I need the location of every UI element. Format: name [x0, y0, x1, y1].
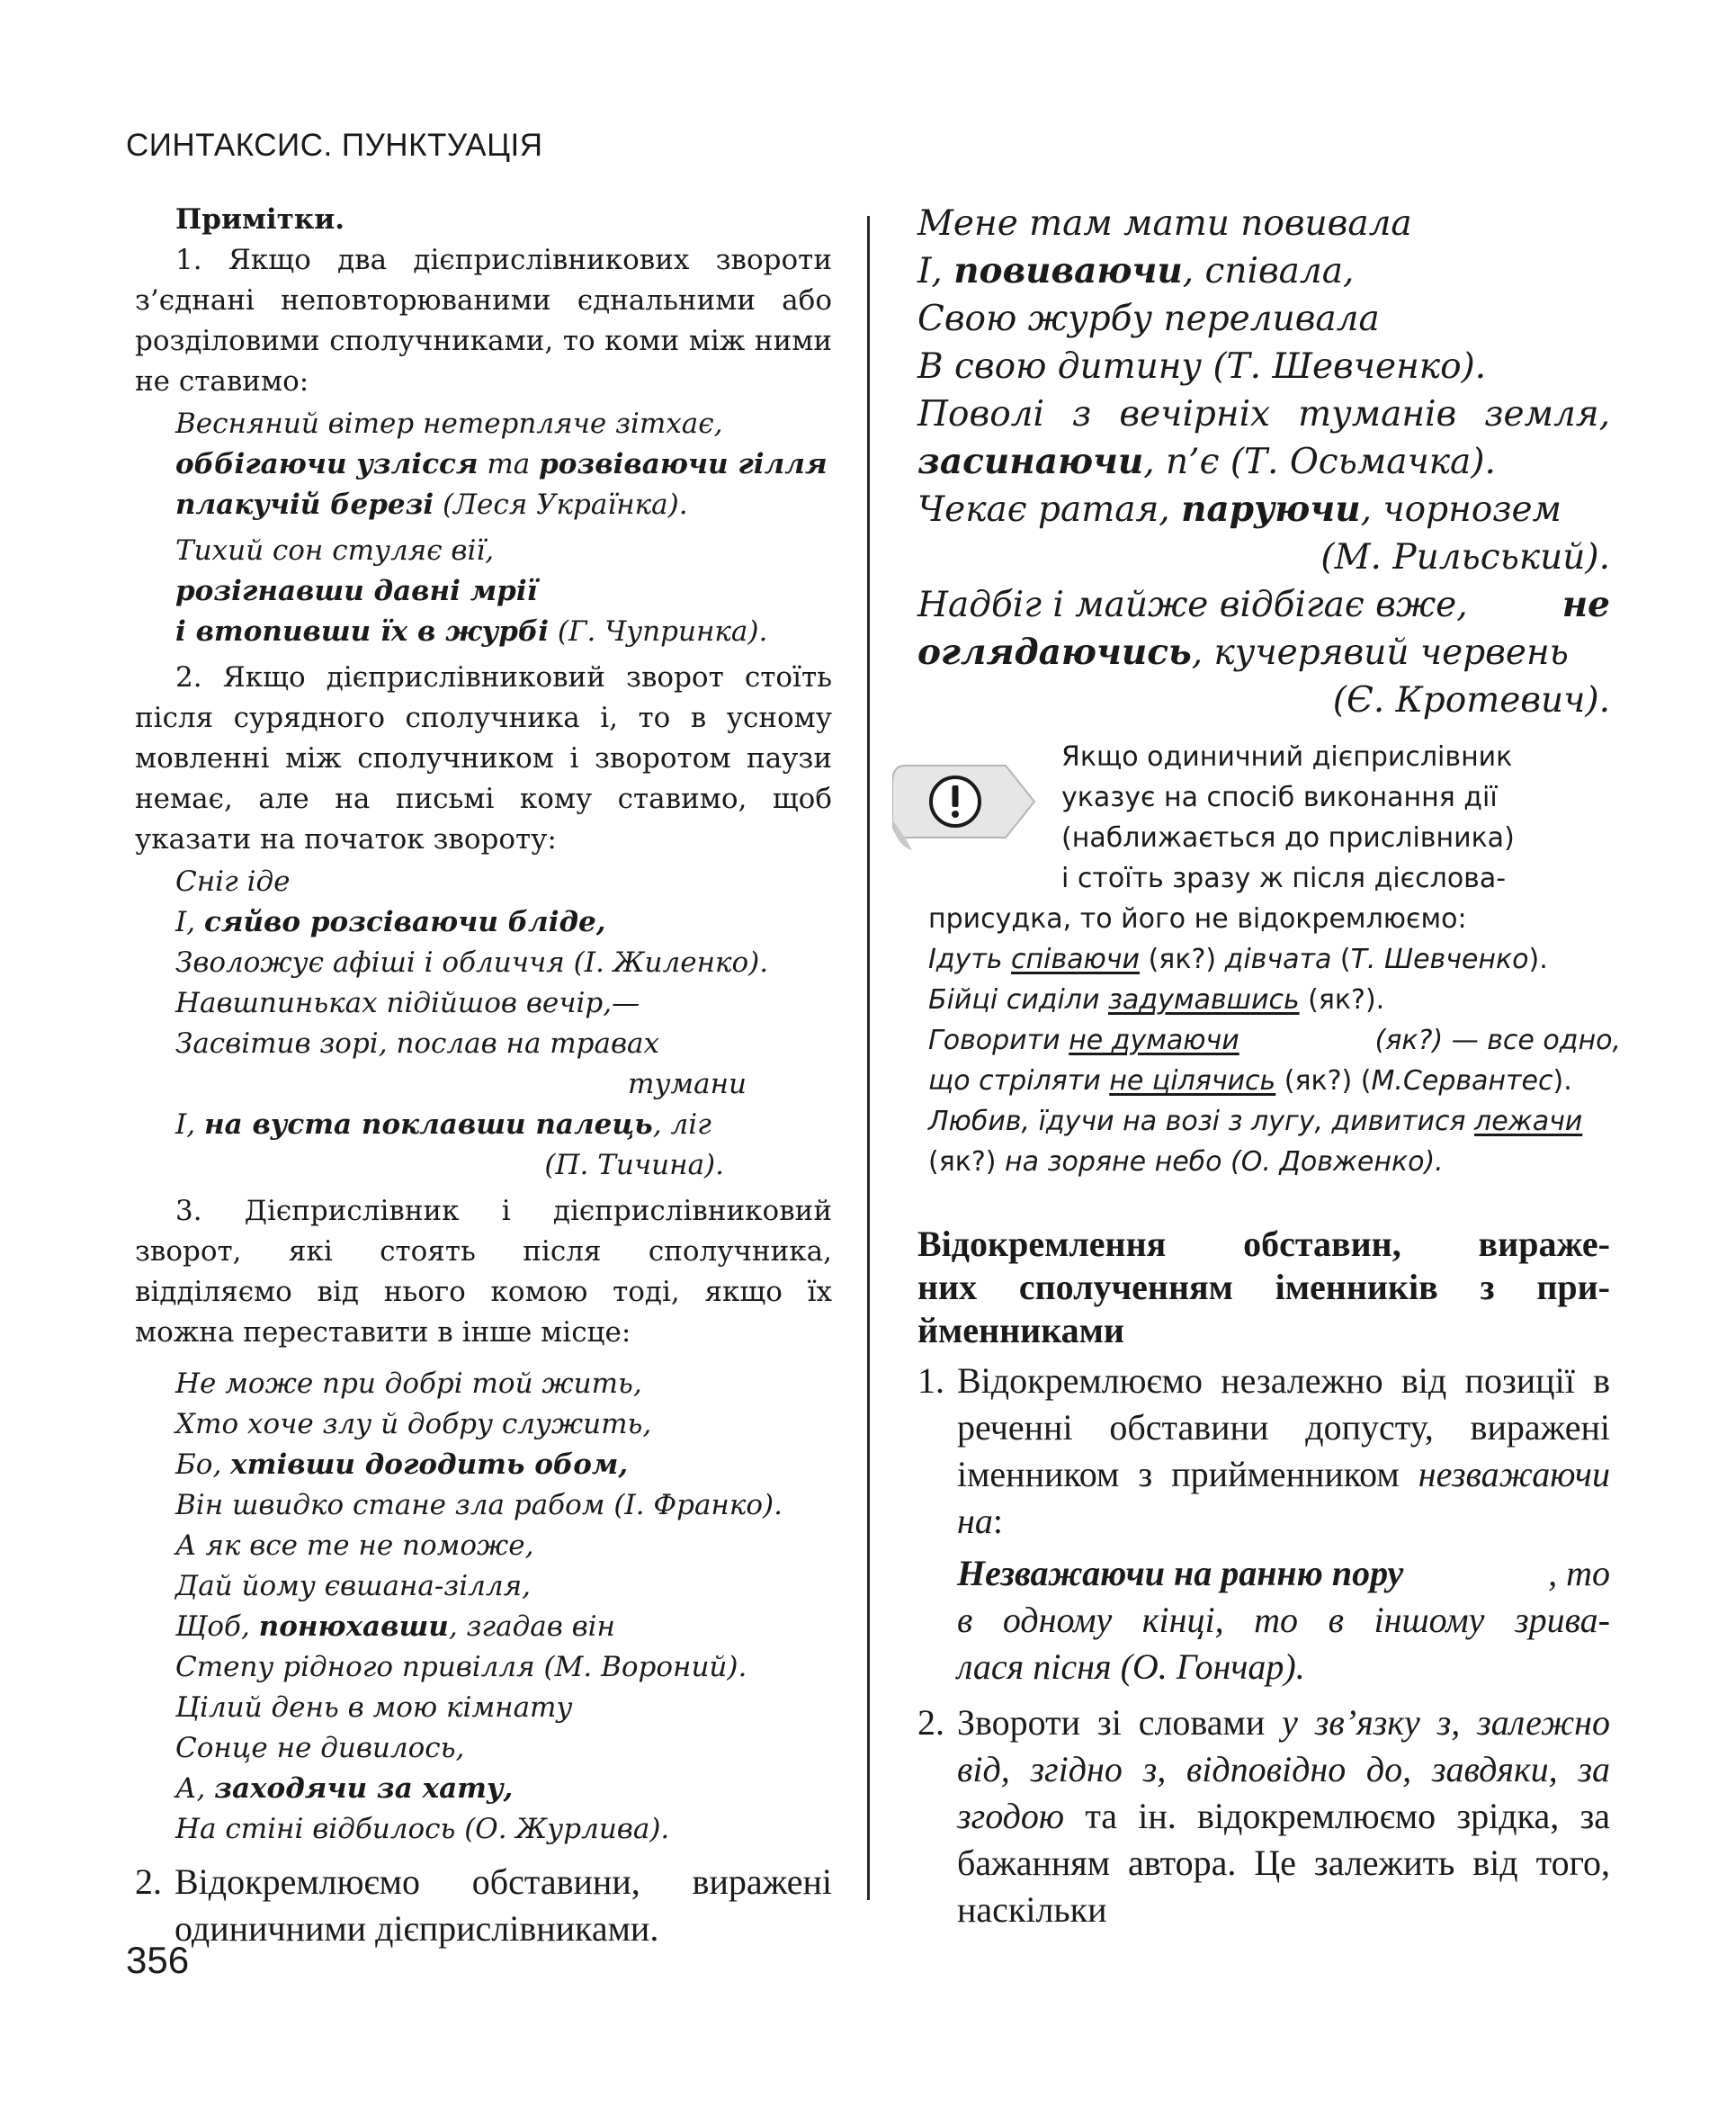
note-3: 3. Дієприслівник і дієприслівниковий зворот, які стоять після сполучника, відділяємо від нього комою тоді, якщо їх можна переставити в інше місце:	[135, 1195, 832, 1349]
text: та	[478, 448, 540, 480]
rule-item-2	[135, 1859, 832, 1952]
text: (як?).	[1299, 984, 1385, 1016]
notes-title: Примітки.	[175, 203, 345, 236]
text: :	[992, 1501, 1003, 1541]
emphasis: заходячи за хату,	[214, 1772, 514, 1805]
text: (як?)	[1140, 944, 1225, 975]
example-item-1	[917, 1550, 1610, 1690]
text: І,	[917, 251, 954, 291]
example-line	[917, 247, 1610, 295]
example-line: Сонце не дивилось,	[175, 1732, 465, 1764]
text: , кучерявий червень	[1191, 632, 1569, 673]
example-line	[917, 581, 1610, 629]
item-text: Відокремлюємо обставини, виражені одиничними дієприслівниками.	[174, 1861, 832, 1949]
left-column	[135, 200, 832, 1952]
example-line	[917, 438, 1610, 486]
text: А,	[175, 1772, 215, 1805]
emphasis: Незважаючи на ранню пору	[957, 1553, 1404, 1593]
section-title-line: Відокремлення обставин, вираже-	[917, 1224, 1610, 1264]
section-title-line: них сполученням іменників з при-	[917, 1267, 1610, 1307]
text: Т. Шевченко	[1350, 944, 1529, 975]
example-3	[135, 862, 832, 1186]
text: ).	[1528, 944, 1548, 975]
text: Бійці сиділи	[928, 984, 1108, 1016]
example-line	[175, 1769, 832, 1809]
example-line: На стіні відбилось (О. Журлива).	[175, 1813, 670, 1845]
tip-example	[928, 1142, 1621, 1182]
example-line: Весняний вітер нетерпляче зітхає,	[175, 408, 723, 440]
example-line: Він швидко стане зла рабом (І. Франко).	[175, 1489, 783, 1521]
emphasis: і втопивши їх в журбі	[175, 615, 550, 648]
text: (як?) — все одно,	[1374, 1025, 1621, 1056]
example-4	[135, 1364, 832, 1850]
emphasis: паруючи	[1181, 489, 1361, 530]
example-line	[917, 629, 1610, 677]
example-line: (Є. Кротевич).	[1332, 680, 1610, 721]
text: , то	[1548, 1553, 1610, 1593]
emphasis: понюхавши	[258, 1610, 449, 1643]
text: М.Сервантес	[1371, 1065, 1553, 1097]
emphasis: оглядаючись	[917, 632, 1192, 673]
example-line: в одному кінці, то в іншому зрива-	[957, 1600, 1610, 1640]
text: І,	[175, 1108, 204, 1141]
example-line: Зволожує афіші і обличчя (І. Жиленко).	[175, 946, 769, 979]
note-2: 2. Якщо дієприслівниковий зворот стоїть після сурядного сполучника і, то в усному мовленні між сполучником і зворотом паузи немає, але на письмі кому ставимо, щоб указати на початок звороту:	[135, 661, 832, 856]
emphasis: розігнавши давні мрії	[175, 575, 538, 607]
text: Чекає ратая,	[917, 489, 1182, 530]
underlined-word: співаючи	[1011, 944, 1141, 975]
emphasis: повиваючи	[953, 250, 1183, 291]
example-line	[917, 486, 1610, 533]
text: Ідуть	[928, 944, 1012, 975]
item-text	[957, 1358, 1610, 1545]
text: (як?)	[928, 1146, 1006, 1178]
example-line: Засвітив зорі, послав на травах	[175, 1027, 660, 1060]
example-line: тумани	[628, 1068, 747, 1100]
item-number: 2.	[917, 1702, 944, 1743]
emphasis: засинаючи	[917, 441, 1144, 482]
example-2	[135, 531, 832, 652]
emphasis: плакучій березі	[175, 489, 434, 521]
text: Бо,	[175, 1448, 231, 1481]
emphasis: не	[1562, 584, 1610, 625]
section-title	[917, 1223, 1610, 1352]
note-1: 1. Якщо два дієприслівникових звороти з’єднані неповторюваними єднальними або розділовими сполучниками, то коми між ними не ставимо:	[135, 244, 832, 398]
page-number: 356	[126, 1939, 190, 1981]
text: ).	[1553, 1065, 1572, 1097]
emphasis: у зв’язку з, залежно від, згідно з, відповідно до, завдяки, за згодою	[957, 1702, 1610, 1836]
emphasis: розвіваючи гілля	[539, 448, 828, 480]
example-line: Дай йому євшана-зілля,	[175, 1570, 531, 1602]
text: Відокремлюємо незалежно від позиції в реченні обставини допусту, виражені іменником з прийменником	[957, 1360, 1610, 1494]
tip-line: (наближається до прислівника)	[1061, 822, 1515, 854]
right-examples	[917, 200, 1610, 724]
example-1	[135, 404, 832, 525]
text: що стріляти	[928, 1065, 1110, 1097]
text: І,	[175, 906, 204, 938]
text: та ін. відокремлюємо зрідка, за бажанням автора. Це залежить від того, наскільки	[957, 1796, 1610, 1930]
emphasis: хтівши догодить обом,	[230, 1448, 629, 1481]
tip-example	[928, 1061, 1621, 1101]
text: (	[1331, 944, 1351, 975]
example-line	[957, 1550, 1610, 1597]
emphasis: незважаючи на	[957, 1454, 1610, 1541]
tip-line: указує на спосіб виконання дії	[1061, 782, 1498, 813]
example-line: Свою журбу переливала	[917, 299, 1380, 339]
running-header: СИНТАКСИС. ПУНКТУАЦІЯ	[126, 128, 543, 163]
item-number: 1.	[917, 1360, 944, 1401]
example-line: Сніг іде	[175, 865, 291, 898]
text: на зоряне небо (О. Довженко).	[1005, 1146, 1444, 1178]
text: дівчата	[1224, 944, 1332, 975]
example-line: Цілий день в мою кімнату	[175, 1691, 573, 1724]
rule-tip	[917, 737, 1621, 1187]
example-line	[175, 902, 832, 943]
tip-example	[928, 1101, 1621, 1142]
example-line	[175, 1445, 832, 1485]
example-line	[175, 485, 832, 525]
section-title-line: йменниками	[917, 1310, 1124, 1350]
item-number: 2.	[135, 1861, 162, 1902]
tip-example	[928, 980, 1621, 1020]
text: Звороти зі словами	[957, 1702, 1283, 1743]
emphasis: оббігаючи узлісся	[175, 448, 479, 480]
text: (Г. Чупринка).	[549, 615, 768, 648]
text: Надбіг і майже відбігає вже,	[917, 585, 1468, 625]
example-line	[175, 444, 832, 485]
emphasis: на вуста поклавши палець	[203, 1108, 653, 1141]
example-line: Мене там мати повивала	[917, 203, 1412, 244]
tip-example	[928, 1020, 1621, 1061]
text: , згадав він	[448, 1610, 615, 1643]
example-line	[175, 1105, 832, 1145]
tip-line: і стоїть зразу ж після дієслова-	[1061, 863, 1507, 894]
example-line	[175, 612, 832, 652]
underlined-word: задумавшись	[1107, 984, 1300, 1016]
example-line: Тихий сон стуляє вії,	[175, 534, 495, 567]
right-column	[917, 200, 1621, 1933]
text: Любив, їдучи на возі з лугу, дивитися	[928, 1106, 1475, 1137]
rule-item-1	[917, 1358, 1610, 1545]
text: , ліг	[652, 1108, 711, 1141]
text: , чорнозем	[1360, 489, 1562, 530]
example-line	[175, 1607, 832, 1647]
example-line: В свою дитину (Т. Шевченко).	[917, 346, 1487, 387]
tip-body	[928, 899, 1621, 1182]
example-line: Степу рідного привілля (М. Вороний).	[175, 1651, 747, 1683]
emphasis: сяйво розсіваючи бліде,	[203, 906, 606, 938]
example-line: лася пісня (О. Гончар).	[957, 1646, 1305, 1687]
underlined-word: лежачи	[1474, 1106, 1583, 1137]
tip-example	[928, 939, 1621, 980]
example-line: А як все те не поможе,	[175, 1529, 534, 1562]
example-line: (П. Тичина).	[544, 1149, 724, 1181]
example-line: Хто хоче злу й добру служить,	[175, 1408, 652, 1440]
underlined-word: не думаючи	[1069, 1025, 1239, 1056]
example-line	[175, 571, 832, 612]
tip-line: Якщо одиничний дієприслівник	[1061, 741, 1513, 773]
text: Щоб,	[175, 1610, 259, 1643]
example-line: Навшпиньках підійшов вечір,—	[175, 987, 640, 1019]
text: Говорити	[928, 1025, 1069, 1056]
text: (Леся Українка).	[434, 489, 688, 521]
example-line: Поволі з вечірніх туманів земля,	[917, 394, 1610, 435]
underlined-word: не цілячись	[1109, 1065, 1276, 1097]
text: , співала,	[1182, 251, 1355, 291]
tip-line: присудка, то його не відокремлюємо:	[928, 903, 1467, 935]
exclamation-icon	[892, 746, 1045, 863]
example-line: (М. Рильський).	[1320, 537, 1610, 578]
tip-intro	[1061, 737, 1619, 899]
item-text	[957, 1699, 1610, 1933]
example-line: Не може при добрі той жить,	[175, 1367, 642, 1400]
text: (як?) (	[1275, 1065, 1372, 1097]
column-divider	[867, 216, 870, 1900]
text: , п’є (Т. Осьмачка).	[1143, 442, 1496, 482]
rule-item-2-right	[917, 1699, 1610, 1933]
